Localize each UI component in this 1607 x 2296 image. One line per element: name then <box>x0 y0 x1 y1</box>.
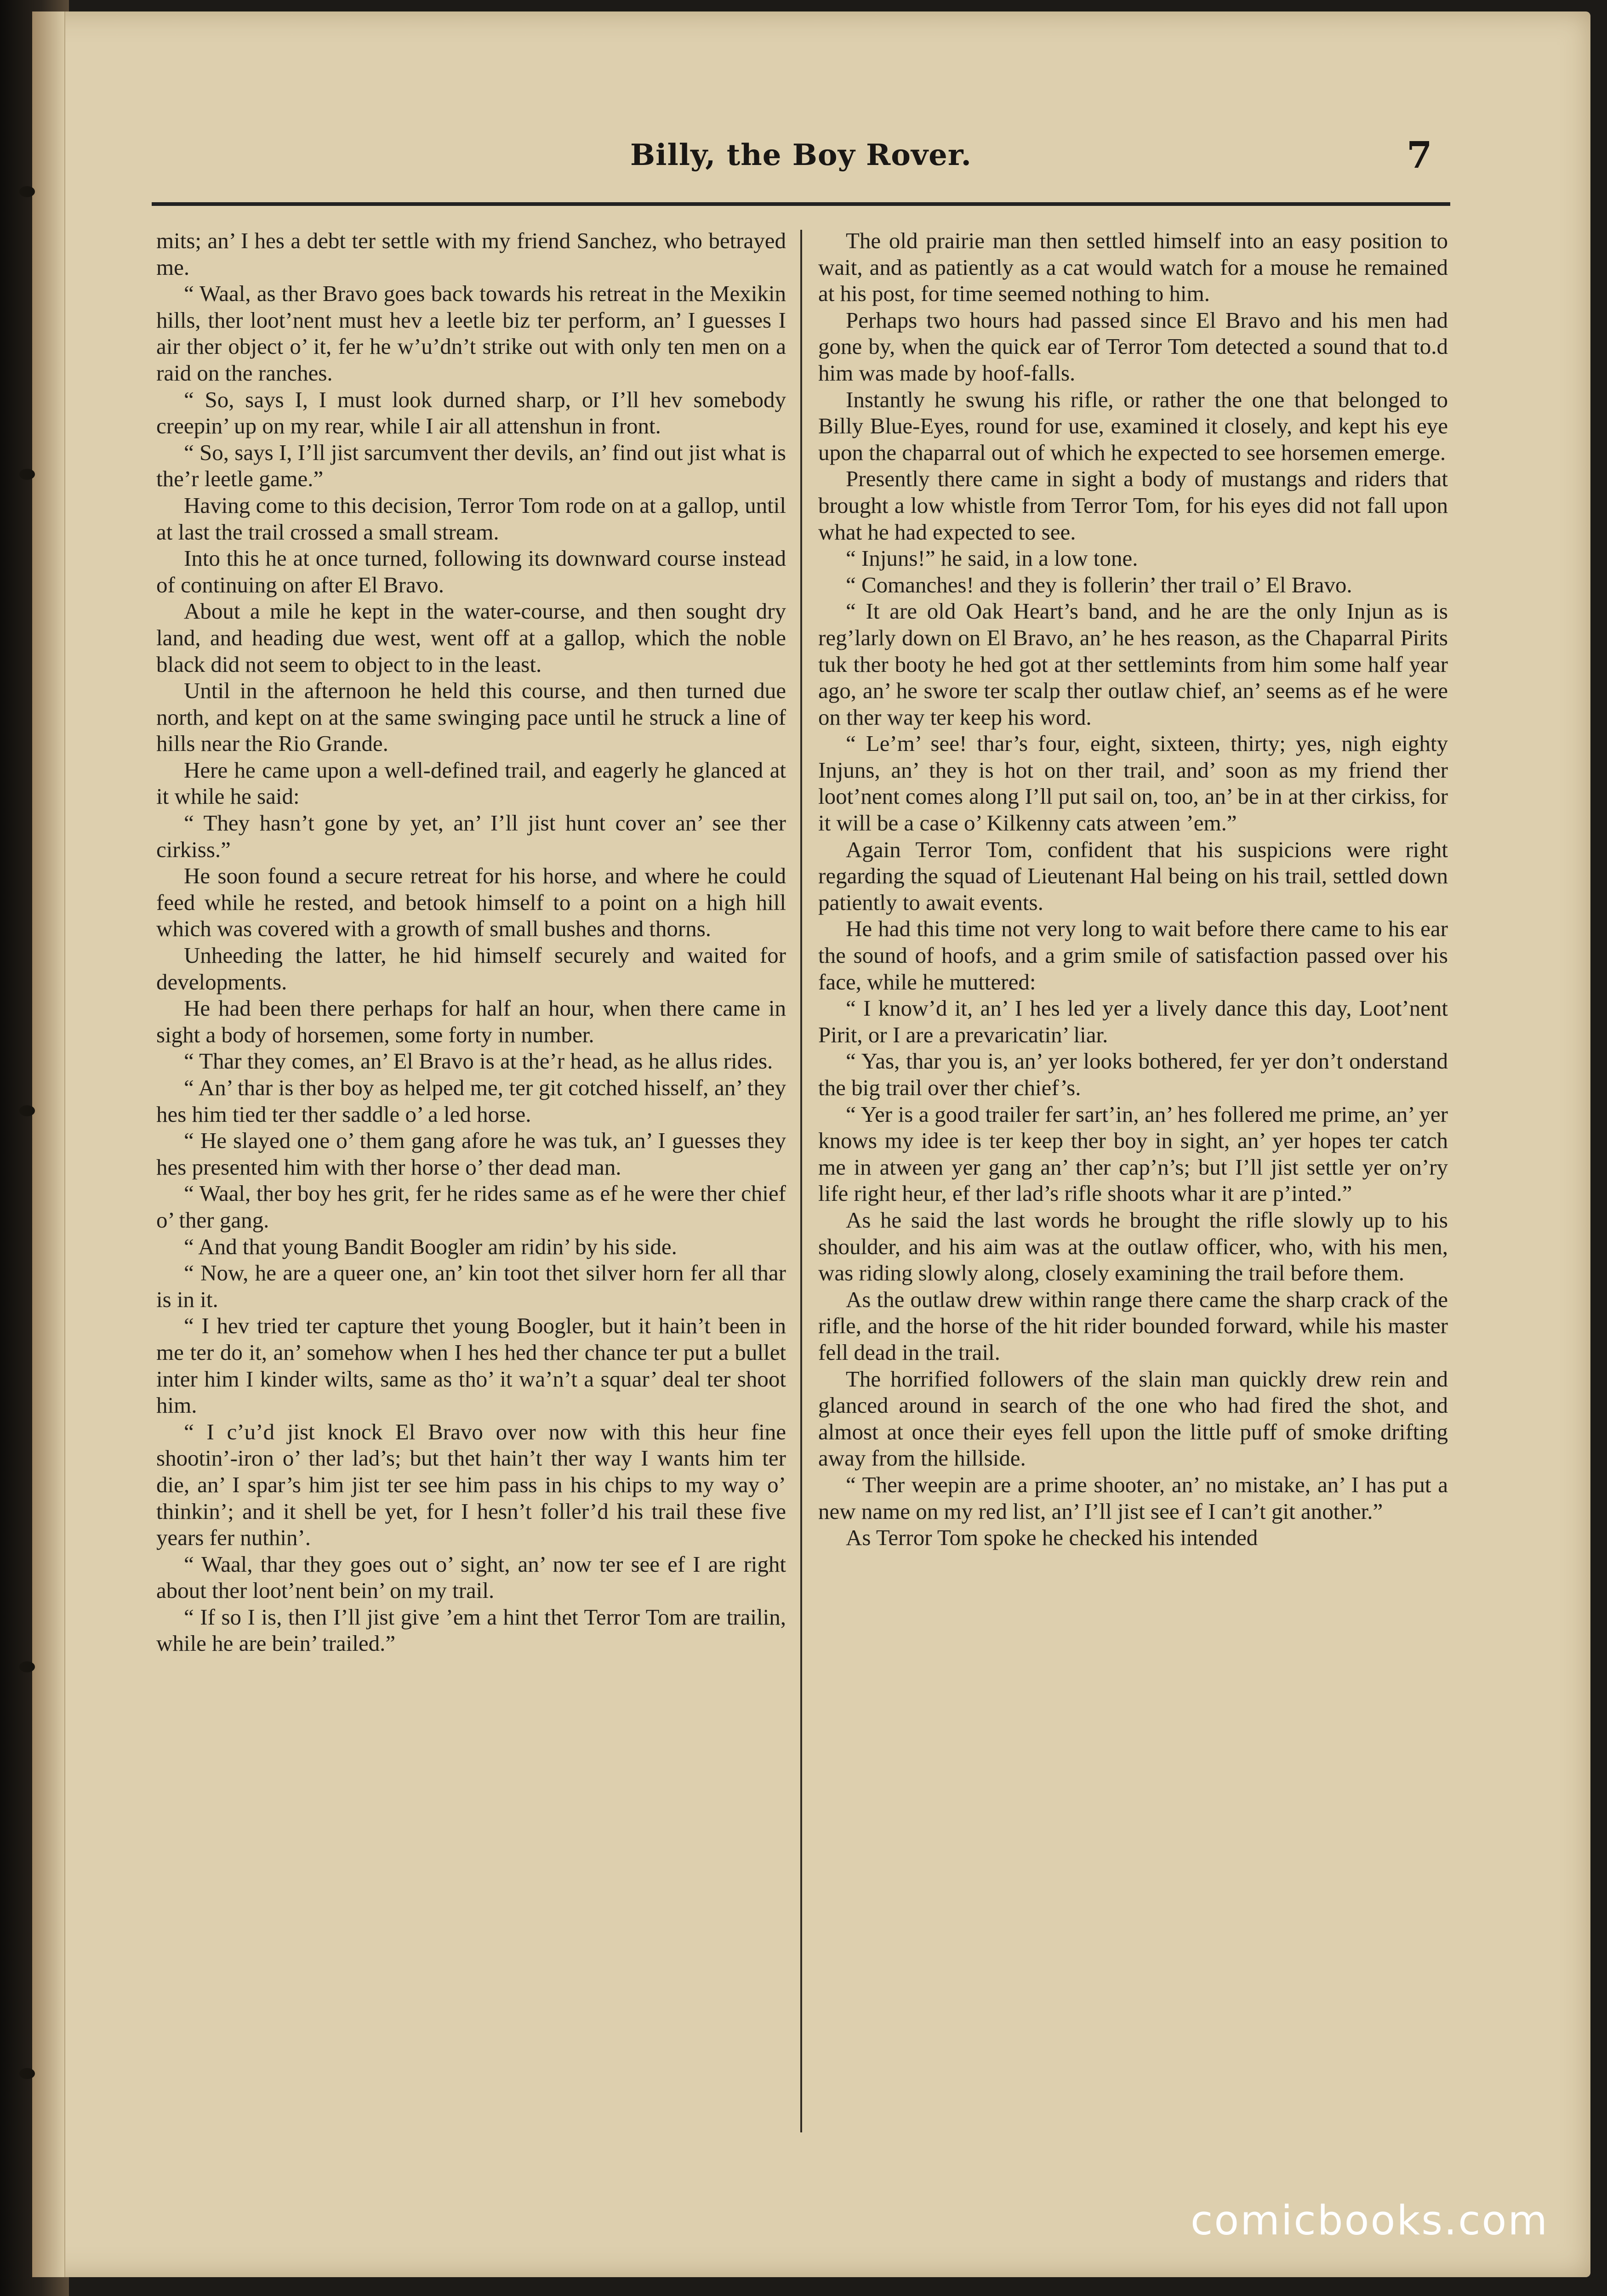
paragraph: “ Injuns!” he said, in a low tone. <box>846 546 1138 571</box>
paragraph: Until in the afternoon he held this course, and then turned due north, and kept on at the same swinging pace until he struck a line of hills near the Rio Grande. <box>156 678 786 756</box>
paragraph: “ I c’u’d jist knock El Bravo over now with this heur fine shootin’-iron o’ ther lad’s; but thet hain’t ther way I wants him ter die, an’ I spar’s him jist ter see him pass in his chips to my way o’ thinkin’; and it shell be yet, for I hesn’t foller’d his trail these five years fer nuthin’. <box>156 1419 786 1551</box>
binding-stitch <box>19 1661 35 1672</box>
running-title: Billy, the Boy Rover. <box>630 138 972 172</box>
right-column <box>818 227 1448 1551</box>
paragraph: “ If so I is, then I’ll jist give ’em a hint thet Terror Tom are trailin, while he are bein’ trailed.” <box>156 1604 786 1656</box>
paragraph: “ So, says I, I must look durned sharp, or I’ll hev somebody creepin’ up on my rear, while I air all attenshun in front. <box>156 386 786 439</box>
spine-margin <box>32 11 65 2277</box>
header-rule <box>152 202 1450 206</box>
paragraph: Here he came upon a well-defined trail, and eagerly he glanced at it while he said: <box>156 757 786 809</box>
paragraph: “ Now, he are a queer one, an’ kin toot thet silver horn fer all thar is in it. <box>156 1260 786 1312</box>
page-number: 7 <box>1407 133 1432 176</box>
paragraph: He had this time not very long to wait before there came to his ear the sound of hoofs, and a grim smile of satisfaction passed over his face, while he muttered: <box>818 916 1448 995</box>
paragraph: Again Terror Tom, confident that his suspicions were right regarding the squad of Lieutenant Hal being on his trail, settled down patiently to await events. <box>818 836 1448 915</box>
paragraph: “ They hasn’t gone by yet, an’ I’ll jist hunt cover an’ see ther cirkiss.” <box>156 810 786 862</box>
column-divider <box>800 230 802 2132</box>
paragraph: About a mile he kept in the water-course, and then sought dry land, and heading due west, went off at a gallop, which the noble black did not seem to object to in the least. <box>156 598 786 677</box>
binding-stitch <box>19 2068 35 2079</box>
paragraph: “ I know’d it, an’ I hes led yer a lively dance this day, Loot’nent Pirit, or I are a prevaricatin’ liar. <box>818 995 1448 1047</box>
paragraph: As Terror Tom spoke he checked his intended <box>846 1525 1258 1551</box>
binding-stitch <box>19 1105 35 1116</box>
paragraph: mits; an’ I hes a debt ter settle with my friend Sanchez, who betrayed me. <box>156 228 786 280</box>
paragraph: The old prairie man then settled himself into an easy position to wait, and as patiently as a cat would watch for a mouse he remained at his post, for time seemed nothing to him. <box>818 228 1448 307</box>
paragraph: “ Yas, thar you is, an’ yer looks bothered, fer yer don’t onderstand the big trail over ther chief’s. <box>818 1048 1448 1100</box>
paragraph: “ So, says I, I’ll jist sarcumvent ther devils, an’ find out jist what is the’r leetle game.” <box>156 439 786 492</box>
binding-stitch <box>19 186 35 197</box>
paragraph: Instantly he swung his rifle, or rather the one that belonged to Billy Blue-Eyes, round for use, examined it closely, and kept his eye upon the chaparral out of which he expected to see horsemen emerge. <box>818 386 1448 465</box>
paragraph: “ I hev tried ter capture thet young Boogler, but it hain’t been in me ter do it, an’ somehow when I hes hed ther chance ter put a bullet inter him I kinder wilts, same as tho’ it wa’n’t a squar’ deal ter shoot him. <box>156 1313 786 1418</box>
paragraph: As he said the last words he brought the rifle slowly up to his shoulder, and his aim was at the outlaw officer, who, with his men, was riding slowly along, closely examining the trail before them. <box>818 1207 1448 1286</box>
paragraph: As the outlaw drew within range there came the sharp crack of the rifle, and the horse of the hit rider bounded forward, while his master fell dead in the trail. <box>818 1286 1448 1365</box>
paragraph: Having come to this decision, Terror Tom rode on at a gallop, until at last the trail crossed a small stream. <box>156 492 786 545</box>
paragraph: He had been there perhaps for half an hour, when there came in sight a body of horsemen, some forty in number. <box>156 995 786 1047</box>
paragraph: “ And that young Bandit Boogler am ridin’ by his side. <box>184 1233 677 1259</box>
paragraph: Presently there came in sight a body of mustangs and riders that brought a low whistle from Terror Tom, for his eyes did not fall upon what he had expected to see. <box>818 466 1448 545</box>
paragraph: “ He slayed one o’ them gang afore he was tuk, an’ I guesses they hes presented him with ther horse o’ ther dead man. <box>156 1128 786 1180</box>
paragraph: “ Ther weepin are a prime shooter, an’ no mistake, an’ I has put a new name on my red list, an’ I’ll jist see ef I can’t git another.” <box>818 1472 1448 1524</box>
paragraph: “ Waal, as ther Bravo goes back towards his retreat in the Mexikin hills, ther loot’nent must hev a leetle biz ter perform, an’ I guesses I air ther object o’ it, fer he w’u’dn’t strike out with only ten men on a raid on the ranches. <box>156 281 786 386</box>
paragraph: “ Le’m’ see! thar’s four, eight, sixteen, thirty; yes, nigh eighty Injuns, an’ they is hot on ther trail, and’ soon as my friend ther loot’nent comes along I’ll put sail on, too, an’ be in at ther cirkiss, for it will be a case o’ Kilkenny cats atween ’em.” <box>818 731 1448 836</box>
watermark: comicbooks.com <box>1191 2197 1549 2244</box>
paragraph: Unheeding the latter, he hid himself securely and waited for developments. <box>156 943 786 995</box>
binding-stitch <box>19 469 35 480</box>
paragraph: “ Waal, ther boy hes grit, fer he rides same as ef he were ther chief o’ ther gang. <box>156 1181 786 1233</box>
paragraph: The horrified followers of the slain man quickly drew rein and glanced around in search of the one who had fired the shot, and almost at once their eyes fell upon the little puff of smoke drifting away from the hillside. <box>818 1366 1448 1471</box>
paragraph: Perhaps two hours had passed since El Bravo and his men had gone by, when the quick ear of Terror Tom detected a sound that to.d him was made by hoof-falls. <box>818 307 1448 386</box>
paragraph: “ Comanches! and they is follerin’ ther trail o’ El Bravo. <box>846 572 1352 597</box>
paragraph: “ Waal, thar they goes out o’ sight, an’ now ter see ef I are right about ther loot’nent bein’ on my trail. <box>156 1551 786 1603</box>
paragraph: “ An’ thar is ther boy as helped me, ter git cotched hisself, an’ they hes him tied ter ther saddle o’ a led horse. <box>156 1075 786 1127</box>
paragraph: He soon found a secure retreat for his horse, and where he could feed while he rested, and betook himself to a point on a high hill which was covered with a growth of small bushes and thorns. <box>156 863 786 942</box>
paragraph: Into this he at once turned, following its downward course instead of continuing on after El Bravo. <box>156 546 786 597</box>
paragraph: “ It are old Oak Heart’s band, and he are the only Injun as is reg’larly down on El Bravo, an’ he hes reason, as the Chaparral Pirits tuk ther booty he hed got at ther settlemints from him some half year ago, an’ he swore ter scalp ther outlaw chief, an’ seems as ef he were on ther way ter keep his word. <box>818 598 1448 730</box>
paragraph: “ Thar they comes, an’ El Bravo is at the’r head, as he allus rides. <box>184 1048 773 1074</box>
paragraph: “ Yer is a good trailer fer sart’in, an’ hes follered me prime, an’ yer knows my idee is ter keep ther boy in sight, an’ yer hopes ter catch me in atween yer gang an’ ther cap’n’s; but I’ll jist settle yer on’ry life right heur, ef ther lad’s rifle shoots whar it are p’inted.” <box>818 1101 1448 1206</box>
left-column <box>156 227 786 1657</box>
